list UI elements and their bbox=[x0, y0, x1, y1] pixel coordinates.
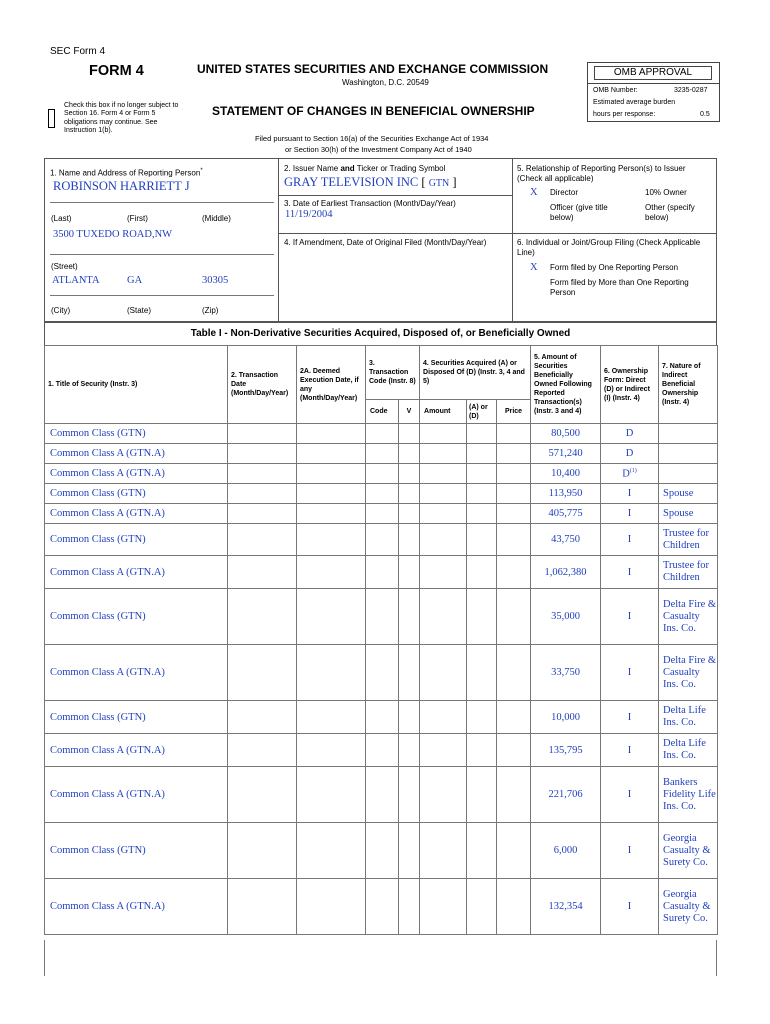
no-longer-subject-checkbox[interactable] bbox=[48, 109, 55, 128]
ticker-close-bracket: ] bbox=[452, 175, 457, 189]
header-ownership-form: 6. Ownership Form: Direct (D) or Indirect (I) (Instr. 4) bbox=[601, 346, 659, 424]
header-code: Code bbox=[366, 400, 399, 424]
ownership-form-cell bbox=[601, 464, 659, 484]
city-value: ATLANTA bbox=[52, 275, 100, 286]
price-cell bbox=[497, 701, 531, 734]
middle-label: (Middle) bbox=[202, 214, 231, 223]
transaction-date-cell bbox=[228, 556, 297, 589]
table-row bbox=[45, 645, 718, 701]
a-or-d-cell bbox=[467, 464, 497, 484]
security-title-cell: Common Class A (GTN.A) bbox=[45, 556, 228, 589]
code-cell bbox=[366, 556, 399, 589]
one-person-label: Form filed by One Reporting Person bbox=[550, 263, 679, 272]
nature-of-ownership-cell bbox=[659, 464, 718, 484]
more-persons-label: Form filed by More than One Reporting Person bbox=[550, 278, 689, 297]
code-cell bbox=[366, 589, 399, 645]
ownership-form-value: I bbox=[627, 789, 632, 800]
acq-amount-cell bbox=[420, 701, 467, 734]
transaction-date-cell bbox=[228, 823, 297, 879]
transaction-date-cell bbox=[228, 734, 297, 767]
acq-amount-cell bbox=[420, 734, 467, 767]
omb-number-label: OMB Number: bbox=[593, 87, 638, 94]
header-transaction-date: 2. Transaction Date (Month/Day/Year) bbox=[228, 346, 297, 424]
box6-label: 6. Individual or Joint/Group Filing (Check Applicable Line) bbox=[517, 238, 701, 257]
footnote-ref[interactable]: (1) bbox=[629, 467, 637, 474]
ownership-form-cell bbox=[601, 645, 659, 701]
table-row bbox=[45, 767, 718, 823]
last-label: (Last) bbox=[51, 214, 72, 223]
ownership-form-value: D bbox=[625, 448, 634, 459]
transaction-date-cell bbox=[228, 589, 297, 645]
omb-hours-value: 0.5 bbox=[700, 111, 710, 118]
a-or-d-cell bbox=[467, 767, 497, 823]
v-cell bbox=[399, 444, 420, 464]
a-or-d-cell bbox=[467, 645, 497, 701]
ownership-form-cell bbox=[601, 504, 659, 524]
box1-label: 1. Name and Address of Reporting Person* bbox=[50, 168, 203, 178]
agency-title: UNITED STATES SECURITIES AND EXCHANGE COMMISSION bbox=[197, 62, 549, 76]
transaction-date-cell bbox=[228, 504, 297, 524]
v-cell bbox=[399, 424, 420, 444]
table1-title: Table I - Non-Derivative Securities Acquired, Disposed of, or Beneficially Owned bbox=[190, 328, 571, 339]
security-title-cell: Common Class (GTN) bbox=[45, 484, 228, 504]
a-or-d-cell bbox=[467, 444, 497, 464]
officer-label: Officer (give title below) bbox=[550, 203, 608, 222]
amount-owned-cell: 80,500 bbox=[531, 424, 601, 444]
acq-amount-cell bbox=[420, 444, 467, 464]
acq-amount-cell bbox=[420, 424, 467, 444]
ownership-form-cell bbox=[601, 524, 659, 556]
table1-title-bar bbox=[44, 322, 717, 346]
v-cell bbox=[399, 589, 420, 645]
state-value: GA bbox=[127, 275, 143, 286]
acq-amount-cell bbox=[420, 589, 467, 645]
price-cell bbox=[497, 734, 531, 767]
acq-amount-cell bbox=[420, 556, 467, 589]
a-or-d-cell bbox=[467, 823, 497, 879]
ownership-form-cell bbox=[601, 879, 659, 935]
a-or-d-cell bbox=[467, 504, 497, 524]
v-cell bbox=[399, 524, 420, 556]
table-row bbox=[45, 444, 718, 464]
transaction-date-cell bbox=[228, 484, 297, 504]
ownership-form-cell bbox=[601, 701, 659, 734]
issuer-line bbox=[284, 175, 457, 190]
transaction-date-cell bbox=[228, 444, 297, 464]
header-a-or-d: (A) or (D) bbox=[467, 400, 497, 424]
ownership-form-value: I bbox=[627, 488, 632, 499]
header-amount-owned: 5. Amount of Securities Beneficially Owned Following Reported Transaction(s) (Instr. 3 and 4) bbox=[531, 346, 601, 424]
ownership-form-value: I bbox=[627, 508, 632, 519]
code-cell bbox=[366, 823, 399, 879]
amount-owned-cell: 43,750 bbox=[531, 524, 601, 556]
ownership-form-value: D bbox=[622, 468, 630, 480]
form-title: FORM 4 bbox=[89, 63, 144, 79]
amount-owned-cell: 221,706 bbox=[531, 767, 601, 823]
code-cell bbox=[366, 504, 399, 524]
price-cell bbox=[497, 464, 531, 484]
ownership-form-cell bbox=[601, 424, 659, 444]
ticker-open-bracket: [ bbox=[421, 175, 426, 189]
header-deemed-execution-date: 2A. Deemed Execution Date, if any (Month/Day/Year) bbox=[297, 346, 366, 424]
security-title-cell: Common Class (GTN) bbox=[45, 701, 228, 734]
ownership-form-cell bbox=[601, 484, 659, 504]
deemed-date-cell bbox=[297, 767, 366, 823]
header-nature-of-ownership: 7. Nature of Indirect Beneficial Ownership (Instr. 4) bbox=[659, 346, 718, 424]
security-title-cell: Common Class (GTN) bbox=[45, 589, 228, 645]
security-title-cell: Common Class (GTN) bbox=[45, 524, 228, 556]
amount-owned-cell: 1,062,380 bbox=[531, 556, 601, 589]
table-row bbox=[45, 484, 718, 504]
price-cell bbox=[497, 645, 531, 701]
nature-of-ownership-cell: Spouse bbox=[659, 484, 718, 504]
a-or-d-cell bbox=[467, 734, 497, 767]
acq-amount-cell bbox=[420, 504, 467, 524]
box4-label: 4. If Amendment, Date of Original Filed (Month/Day/Year) bbox=[284, 238, 487, 247]
security-title-cell: Common Class A (GTN.A) bbox=[45, 444, 228, 464]
code-cell bbox=[366, 734, 399, 767]
amount-owned-cell: 113,950 bbox=[531, 484, 601, 504]
one-person-mark[interactable]: X bbox=[530, 262, 538, 273]
price-cell bbox=[497, 444, 531, 464]
nature-of-ownership-cell: Georgia Casualty & Surety Co. bbox=[659, 823, 718, 879]
checkbox-note: Check this box if no longer subject to Section 16. Form 4 or Form 5 obligations may continue. See Instruction 1(b). bbox=[64, 102, 179, 134]
table-row bbox=[45, 879, 718, 935]
security-title-cell: Common Class (GTN) bbox=[45, 424, 228, 444]
nature-of-ownership-cell bbox=[659, 424, 718, 444]
zip-value: 30305 bbox=[202, 275, 229, 286]
nature-of-ownership-cell: Bankers Fidelity Life Ins. Co. bbox=[659, 767, 718, 823]
transaction-date-cell bbox=[228, 645, 297, 701]
acq-amount-cell bbox=[420, 879, 467, 935]
acq-amount-cell bbox=[420, 464, 467, 484]
ownership-form-value: I bbox=[627, 566, 632, 578]
code-cell bbox=[366, 767, 399, 823]
ownership-form-cell bbox=[601, 444, 659, 464]
header-transaction-code: 3. Transaction Code (Instr. 8) bbox=[366, 346, 420, 400]
v-cell bbox=[399, 879, 420, 935]
director-label: Director bbox=[550, 188, 579, 197]
a-or-d-cell bbox=[467, 589, 497, 645]
table-row bbox=[45, 524, 718, 556]
price-cell bbox=[497, 879, 531, 935]
amount-owned-cell: 135,795 bbox=[531, 734, 601, 767]
amount-owned-cell: 571,240 bbox=[531, 444, 601, 464]
code-cell bbox=[366, 464, 399, 484]
filed-pursuant-line-2: or Section 30(h) of the Investment Company Act of 1940 bbox=[285, 145, 472, 154]
price-cell bbox=[497, 484, 531, 504]
table-row bbox=[45, 424, 718, 444]
v-cell bbox=[399, 484, 420, 504]
ownership-form-value: D bbox=[625, 428, 634, 439]
nature-of-ownership-cell: Delta Fire & Casualty Ins. Co. bbox=[659, 589, 718, 645]
code-cell bbox=[366, 424, 399, 444]
agency-location: Washington, D.C. 20549 bbox=[342, 78, 429, 87]
ownership-form-cell bbox=[601, 556, 659, 589]
sec-form-label: SEC Form 4 bbox=[50, 46, 106, 57]
omb-number-value: 3235-0287 bbox=[674, 87, 708, 94]
nature-of-ownership-cell: Delta Fire & Casualty Ins. Co. bbox=[659, 645, 718, 701]
transaction-date-cell bbox=[228, 701, 297, 734]
table-row bbox=[45, 734, 718, 767]
ownership-form-cell bbox=[601, 589, 659, 645]
street-value: 3500 TUXEDO ROAD,NW bbox=[53, 229, 173, 240]
transaction-date-cell bbox=[228, 424, 297, 444]
ownership-form-value: I bbox=[627, 901, 632, 912]
nature-of-ownership-cell: Delta Life Ins. Co. bbox=[659, 734, 718, 767]
deemed-date-cell bbox=[297, 734, 366, 767]
nature-of-ownership-cell: Spouse bbox=[659, 504, 718, 524]
ownership-form-cell bbox=[601, 767, 659, 823]
acq-amount-cell bbox=[420, 767, 467, 823]
amount-owned-cell: 132,354 bbox=[531, 879, 601, 935]
code-cell bbox=[366, 879, 399, 935]
director-mark[interactable]: X bbox=[530, 187, 538, 198]
deemed-date-cell bbox=[297, 424, 366, 444]
nature-of-ownership-cell: Delta Life Ins. Co. bbox=[659, 701, 718, 734]
security-title-cell: Common Class A (GTN.A) bbox=[45, 504, 228, 524]
acq-amount-cell bbox=[420, 823, 467, 879]
ownership-form-value: I bbox=[627, 667, 632, 678]
city-label: (City) bbox=[51, 306, 71, 315]
transaction-date-cell bbox=[228, 767, 297, 823]
table-row bbox=[45, 556, 718, 589]
deemed-date-cell bbox=[297, 556, 366, 589]
acq-amount-cell bbox=[420, 484, 467, 504]
price-cell bbox=[497, 524, 531, 556]
table-row bbox=[45, 701, 718, 734]
transaction-date-cell bbox=[228, 879, 297, 935]
ownership-form-value: I bbox=[627, 845, 632, 856]
earliest-transaction-date: 11/19/2004 bbox=[285, 209, 333, 220]
header-title-of-security: 1. Title of Security (Instr. 3) bbox=[45, 346, 228, 424]
box5-label: 5. Relationship of Reporting Person(s) to Issuer (Check all applicable) bbox=[517, 164, 686, 183]
table-row bbox=[45, 504, 718, 524]
table-row bbox=[45, 589, 718, 645]
a-or-d-cell bbox=[467, 524, 497, 556]
header-v: V bbox=[399, 400, 420, 424]
deemed-date-cell bbox=[297, 645, 366, 701]
v-cell bbox=[399, 556, 420, 589]
a-or-d-cell bbox=[467, 879, 497, 935]
filed-pursuant-line-1: Filed pursuant to Section 16(a) of the Securities Exchange Act of 1934 bbox=[255, 134, 489, 143]
price-cell bbox=[497, 424, 531, 444]
code-cell bbox=[366, 444, 399, 464]
security-title-cell: Common Class A (GTN.A) bbox=[45, 767, 228, 823]
security-title-cell: Common Class (GTN) bbox=[45, 823, 228, 879]
amount-owned-cell: 33,750 bbox=[531, 645, 601, 701]
statement-title: STATEMENT OF CHANGES IN BENEFICIAL OWNERSHIP bbox=[212, 104, 535, 118]
nature-of-ownership-cell: Trustee for Children bbox=[659, 524, 718, 556]
ticker-symbol: GTN bbox=[428, 178, 450, 189]
deemed-date-cell bbox=[297, 484, 366, 504]
amount-owned-cell: 10,400 bbox=[531, 464, 601, 484]
v-cell bbox=[399, 645, 420, 701]
nature-of-ownership-cell: Georgia Casualty & Surety Co. bbox=[659, 879, 718, 935]
a-or-d-cell bbox=[467, 556, 497, 589]
price-cell bbox=[497, 504, 531, 524]
street-label: (Street) bbox=[51, 262, 78, 271]
box2-label: 2. Issuer Name and Ticker or Trading Symbol bbox=[284, 164, 446, 173]
zip-label: (Zip) bbox=[202, 306, 219, 315]
ownership-form-cell bbox=[601, 734, 659, 767]
v-cell bbox=[399, 734, 420, 767]
header-amount: Amount bbox=[420, 400, 467, 424]
acq-amount-cell bbox=[420, 524, 467, 556]
deemed-date-cell bbox=[297, 823, 366, 879]
v-cell bbox=[399, 701, 420, 734]
v-cell bbox=[399, 464, 420, 484]
omb-title: OMB APPROVAL bbox=[594, 66, 712, 80]
omb-hours-label: hours per response: bbox=[593, 111, 656, 118]
state-label: (State) bbox=[127, 306, 152, 315]
transaction-date-cell bbox=[228, 464, 297, 484]
v-cell bbox=[399, 767, 420, 823]
omb-burden-label: Estimated average burden bbox=[593, 99, 676, 106]
header-securities-acquired-disposed: 4. Securities Acquired (A) or Disposed Of (D) (Instr. 3, 4 and 5) bbox=[420, 346, 531, 400]
price-cell bbox=[497, 823, 531, 879]
non-derivative-table bbox=[44, 345, 718, 935]
security-title-cell: Common Class A (GTN.A) bbox=[45, 645, 228, 701]
code-cell bbox=[366, 645, 399, 701]
amount-owned-cell: 405,775 bbox=[531, 504, 601, 524]
price-cell bbox=[497, 589, 531, 645]
a-or-d-cell bbox=[467, 424, 497, 444]
v-cell bbox=[399, 823, 420, 879]
table-row bbox=[45, 823, 718, 879]
price-cell bbox=[497, 556, 531, 589]
code-cell bbox=[366, 524, 399, 556]
omb-approval-box bbox=[587, 62, 720, 122]
nature-of-ownership-cell: Trustee for Children bbox=[659, 556, 718, 589]
deemed-date-cell bbox=[297, 524, 366, 556]
price-cell bbox=[497, 767, 531, 823]
ownership-form-value: I bbox=[627, 611, 632, 622]
acq-amount-cell bbox=[420, 645, 467, 701]
header-price: Price bbox=[497, 400, 531, 424]
transaction-date-cell bbox=[228, 524, 297, 556]
ownership-form-cell bbox=[601, 823, 659, 879]
deemed-date-cell bbox=[297, 589, 366, 645]
deemed-date-cell bbox=[297, 504, 366, 524]
table-row bbox=[45, 464, 718, 484]
deemed-date-cell bbox=[297, 444, 366, 464]
issuer-name: GRAY TELEVISION INC bbox=[284, 175, 419, 189]
a-or-d-cell bbox=[467, 701, 497, 734]
deemed-date-cell bbox=[297, 701, 366, 734]
amount-owned-cell: 10,000 bbox=[531, 701, 601, 734]
deemed-date-cell bbox=[297, 879, 366, 935]
amount-owned-cell: 6,000 bbox=[531, 823, 601, 879]
code-cell bbox=[366, 701, 399, 734]
first-label: (First) bbox=[127, 214, 148, 223]
security-title-cell: Common Class A (GTN.A) bbox=[45, 879, 228, 935]
ownership-form-value: I bbox=[627, 711, 632, 723]
security-title-cell: Common Class A (GTN.A) bbox=[45, 734, 228, 767]
nature-of-ownership-cell bbox=[659, 444, 718, 464]
box3-label: 3. Date of Earliest Transaction (Month/Day/Year) bbox=[284, 199, 456, 208]
v-cell bbox=[399, 504, 420, 524]
deemed-date-cell bbox=[297, 464, 366, 484]
ownership-form-value: I bbox=[627, 744, 632, 756]
a-or-d-cell bbox=[467, 484, 497, 504]
code-cell bbox=[366, 484, 399, 504]
amount-owned-cell: 35,000 bbox=[531, 589, 601, 645]
ownership-form-value: I bbox=[627, 534, 632, 545]
reporting-person-name: ROBINSON HARRIETT J bbox=[53, 179, 190, 193]
security-title-cell: Common Class A (GTN.A) bbox=[45, 464, 228, 484]
other-label: Other (specify below) bbox=[645, 203, 695, 222]
ten-percent-owner-label: 10% Owner bbox=[645, 188, 687, 197]
